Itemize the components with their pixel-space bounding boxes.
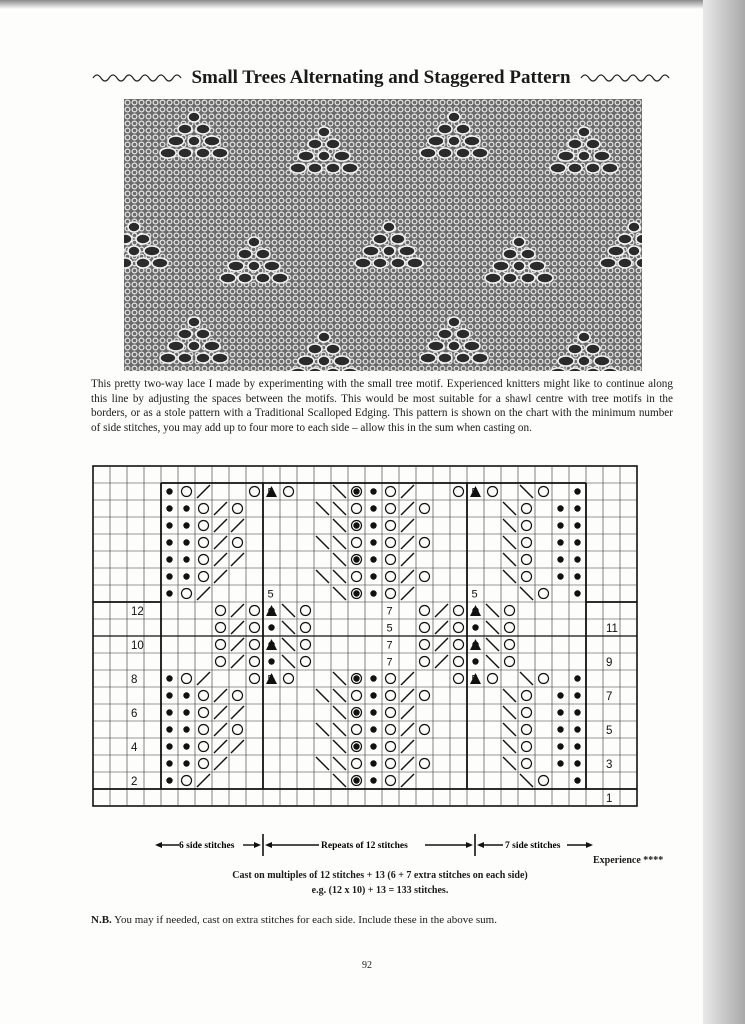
purl-dot-symbol [370,692,376,698]
purl-dot-symbol [166,709,172,715]
purl-dot-symbol [370,590,376,596]
repeat-label: Repeats of 12 stitches [321,841,408,851]
right-row-number: 3 [606,759,613,771]
purl-dot-symbol [472,624,478,630]
knitting-chart [91,464,651,834]
page-title: Small Trees Alternating and Staggered Pattern [191,67,571,88]
right-row-number: 9 [606,657,613,669]
chart-cell-number: 5 [386,622,393,635]
purl-dot-symbol [574,573,580,579]
purl-dot-symbol [183,556,189,562]
right-row-number: 11 [606,623,618,635]
title-row [88,64,674,92]
purl-dot-symbol [166,556,172,562]
purl-dot-symbol [166,539,172,545]
left-row-number: 8 [131,674,138,686]
purl-dot-symbol [183,573,189,579]
purl-dot-symbol [166,692,172,698]
purl-dot-symbol [166,777,172,783]
note-text: You may if needed, cast on extra stitches for each side. Include these in the above sum. [111,914,497,926]
purl-dot-symbol [557,556,563,562]
purl-dot-symbol [370,556,376,562]
lace-sample-photo [124,99,642,371]
chart-cell-number: 5 [267,486,274,499]
purl-dot-symbol [353,709,359,715]
purl-dot-symbol [166,488,172,494]
purl-dot-symbol [557,726,563,732]
purl-dot-symbol [183,760,189,766]
purl-dot-symbol [370,505,376,511]
purl-dot-symbol [353,743,359,749]
intro-paragraph: This pretty two-way lace I made by experimenting with the small tree motif. Experienced knitters might like to continue along this line by adjusting the spaces between the motifs. This would be most suitable for a shawl centre with tree motifs in the borders, or as a stole pattern with a Traditional Scalloped Edging. This pattern is shown on the chart with the minimum number of side stitches, you may add up to four more to each side – allow this in the sum when casting on. [91,378,673,434]
purl-dot-symbol [557,522,563,528]
purl-dot-symbol [370,760,376,766]
purl-dot-symbol [370,777,376,783]
purl-dot-symbol [370,539,376,545]
purl-dot-symbol [557,573,563,579]
purl-dot-symbol [353,590,359,596]
purl-dot-symbol [370,726,376,732]
purl-dot-symbol [268,658,274,664]
purl-dot-symbol [183,743,189,749]
left-row-number: 6 [131,708,138,720]
chart-cell-number: 5 [267,673,274,686]
purl-dot-symbol [370,522,376,528]
purl-dot-symbol [166,743,172,749]
purl-dot-symbol [183,522,189,528]
page-binding-shadow [703,0,745,1024]
arrow-head-icon [265,842,272,848]
purl-dot-symbol [166,590,172,596]
chart-cell-number: 5 [267,588,274,601]
purl-dot-symbol [183,692,189,698]
right-row-number: 1 [606,793,613,805]
chart-cell-number: 5 [471,673,478,686]
purl-dot-symbol [370,488,376,494]
purl-dot-symbol [574,692,580,698]
purl-dot-symbol [557,743,563,749]
purl-dot-symbol [166,675,172,681]
right-ornament-icon [579,71,671,85]
purl-dot-symbol [353,675,359,681]
arrow-head-icon [586,842,593,848]
purl-dot-symbol [574,522,580,528]
left-row-number: 10 [131,640,144,652]
purl-dot-symbol [353,522,359,528]
purl-dot-symbol [370,709,376,715]
page-top-edge [0,0,745,9]
purl-dot-symbol [574,743,580,749]
purl-dot-symbol [557,539,563,545]
note-prefix: N.B. [91,914,112,926]
purl-dot-symbol [574,709,580,715]
left-row-number: 12 [131,606,144,618]
purl-dot-symbol [557,505,563,511]
purl-dot-symbol [183,505,189,511]
purl-dot-symbol [574,590,580,596]
right-row-number: 7 [606,691,613,703]
purl-dot-symbol [166,573,172,579]
purl-dot-symbol [166,726,172,732]
purl-dot-symbol [574,777,580,783]
purl-dot-symbol [183,709,189,715]
chart-cell-number: 7 [386,639,393,652]
purl-dot-symbol [472,658,478,664]
arrow-head-icon [155,842,162,848]
lace-photo-image [124,99,642,371]
purl-dot-symbol [166,522,172,528]
chart-cell-number: 7 [386,605,393,618]
cast-on-line-2: e.g. (12 x 10) + 13 = 133 stitches. [311,885,449,896]
left-ornament-icon [91,71,183,85]
note [91,914,691,926]
purl-dot-symbol [166,760,172,766]
purl-dot-symbol [574,539,580,545]
purl-dot-symbol [574,488,580,494]
cast-on-line-1: Cast on multiples of 12 stitches + 13 (6 + 7 extra stitches on each side) [232,870,528,881]
arrow-head-icon [254,842,261,848]
chart-cell-number: 5 [471,588,478,601]
chart-cell-number: 5 [471,486,478,499]
chart-cell-number: 7 [386,656,393,669]
purl-dot-symbol [353,488,359,494]
purl-dot-symbol [183,539,189,545]
purl-dot-symbol [353,556,359,562]
left-row-number: 4 [131,742,138,754]
cast-on-instructions [190,868,570,898]
purl-dot-symbol [166,505,172,511]
purl-dot-symbol [370,675,376,681]
purl-dot-symbol [574,760,580,766]
purl-dot-symbol [574,675,580,681]
purl-dot-symbol [370,573,376,579]
purl-dot-symbol [574,556,580,562]
purl-dot-symbol [557,709,563,715]
purl-dot-symbol [574,726,580,732]
side-left-label: 6 side stitches [179,841,235,851]
side-right-label: 7 side stitches [505,841,561,851]
left-row-number: 2 [131,776,138,788]
purl-dot-symbol [268,624,274,630]
page-number: 92 [362,960,372,971]
experience-rating: Experience **** [593,855,664,866]
purl-dot-symbol [370,743,376,749]
right-row-number: 5 [606,725,613,737]
purl-dot-symbol [557,692,563,698]
purl-dot-symbol [574,505,580,511]
purl-dot-symbol [183,726,189,732]
arrow-head-icon [466,842,473,848]
arrow-head-icon [477,842,484,848]
purl-dot-symbol [353,777,359,783]
purl-dot-symbol [557,760,563,766]
stitch-range-arrows [91,834,651,856]
